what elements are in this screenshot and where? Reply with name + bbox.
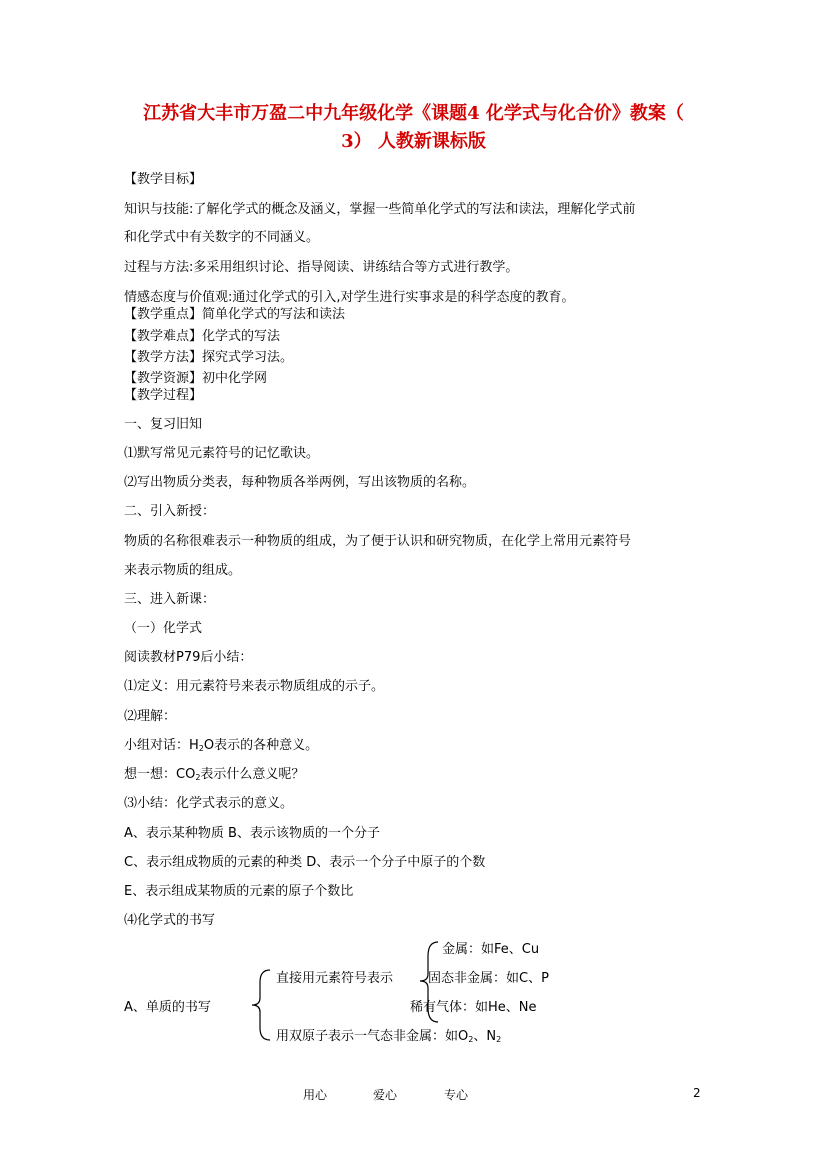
text-line: A、表示某种物质 B、表示该物质的一个分子 <box>124 826 380 841</box>
text-line: 【教学方法】探究式学习法。 <box>124 350 294 365</box>
text-line: 【教学目标】 <box>124 172 203 187</box>
text-line: ⑴定义：用元素符号来表示物质组成的示子。 <box>124 679 385 694</box>
text-line: 阅读教材P79后小结： <box>124 650 253 665</box>
text-line: 来表示物质的组成。 <box>124 563 242 578</box>
tree-leaf-1: 金属：如Fe、Cu <box>442 942 540 957</box>
h2o-pre: 小组对话：H <box>124 738 199 753</box>
h2o-line <box>124 738 318 754</box>
co2-line <box>124 767 304 783</box>
text-line: 【教学难点】化学式的写法 <box>124 329 281 344</box>
h2o-post: O表示的各种意义。 <box>203 738 319 753</box>
co2-sub: 2 <box>195 773 201 782</box>
text-line: ⑵写出物质分类表，每种物质各举两例，写出该物质的名称。 <box>124 475 476 490</box>
text-line: 三、进入新课： <box>124 592 216 607</box>
text-line: 和化学式中有关数字的不同涵义。 <box>124 230 320 245</box>
text-line: 知识与技能:了解化学式的概念及涵义，掌握一些简单化学式的写法和读法，理解化学式前 <box>124 202 636 217</box>
text-line: C、表示组成物质的元素的种类 D、表示一个分子中原子的个数 <box>124 855 486 870</box>
branch2-pre: 用双原子表示一气态非金属：如O <box>276 1029 469 1044</box>
branch2-sub1: 2 <box>468 1035 474 1044</box>
tree-leaf-2: 固态非金属：如C、P <box>428 971 549 986</box>
co2-post: 表示什么意义呢？ <box>200 767 305 782</box>
footer-text-1: 用心 <box>303 1088 328 1102</box>
branch2-mid: 、N <box>473 1029 497 1044</box>
tree-branch-1: 直接用元素符号表示 <box>276 971 394 986</box>
document-title-line-1: 江苏省大丰市万盈二中九年级化学《课题4 化学式与化合价》教案（ <box>143 103 684 124</box>
tree-leaf-3: 稀有气体：如He、Ne <box>410 1000 537 1015</box>
h2o-sub: 2 <box>198 744 204 753</box>
footer-text-3: 专心 <box>444 1088 469 1102</box>
text-line: E、表示组成某物质的元素的原子个数比 <box>124 884 354 899</box>
text-line: 【教学资源】初中化学网 <box>124 371 268 386</box>
text-line: 情感态度与价值观:通过化学式的引入,对学生进行实事求是的科学态度的教育。 <box>124 290 575 305</box>
branch2-sub2: 2 <box>496 1035 502 1044</box>
tree-root: A、单质的书写 <box>124 1000 211 1015</box>
text-line: 二、引入新授： <box>124 504 216 519</box>
tree-branch-2 <box>276 1029 501 1045</box>
co2-pre: 想一想：CO <box>124 767 196 782</box>
text-line: 过程与方法:多采用组织讨论、指导阅读、讲练结合等方式进行教学。 <box>124 260 519 275</box>
text-line: 一、复习旧知 <box>124 417 203 432</box>
text-line: ⑴默写常见元素符号的记忆歌诀。 <box>124 446 320 461</box>
text-line: ⑵理解： <box>124 709 177 724</box>
page-number: 2 <box>693 1086 701 1100</box>
text-line: 【教学重点】简单化学式的写法和读法 <box>124 307 346 322</box>
text-line: （一）化学式 <box>124 621 203 636</box>
footer-text-2: 爱心 <box>373 1088 398 1102</box>
document-title-line-2: 3） 人教新课标版 <box>341 131 486 152</box>
text-line: 【教学过程】 <box>124 388 203 403</box>
outer-brace <box>248 968 274 1042</box>
text-line: ⑶小结：化学式表示的意义。 <box>124 796 294 811</box>
text-line: ⑷化学式的书写 <box>124 913 216 928</box>
text-line: 物质的名称很难表示一种物质的组成，为了便于认识和研究物质，在化学上常用元素符号 <box>124 534 632 549</box>
